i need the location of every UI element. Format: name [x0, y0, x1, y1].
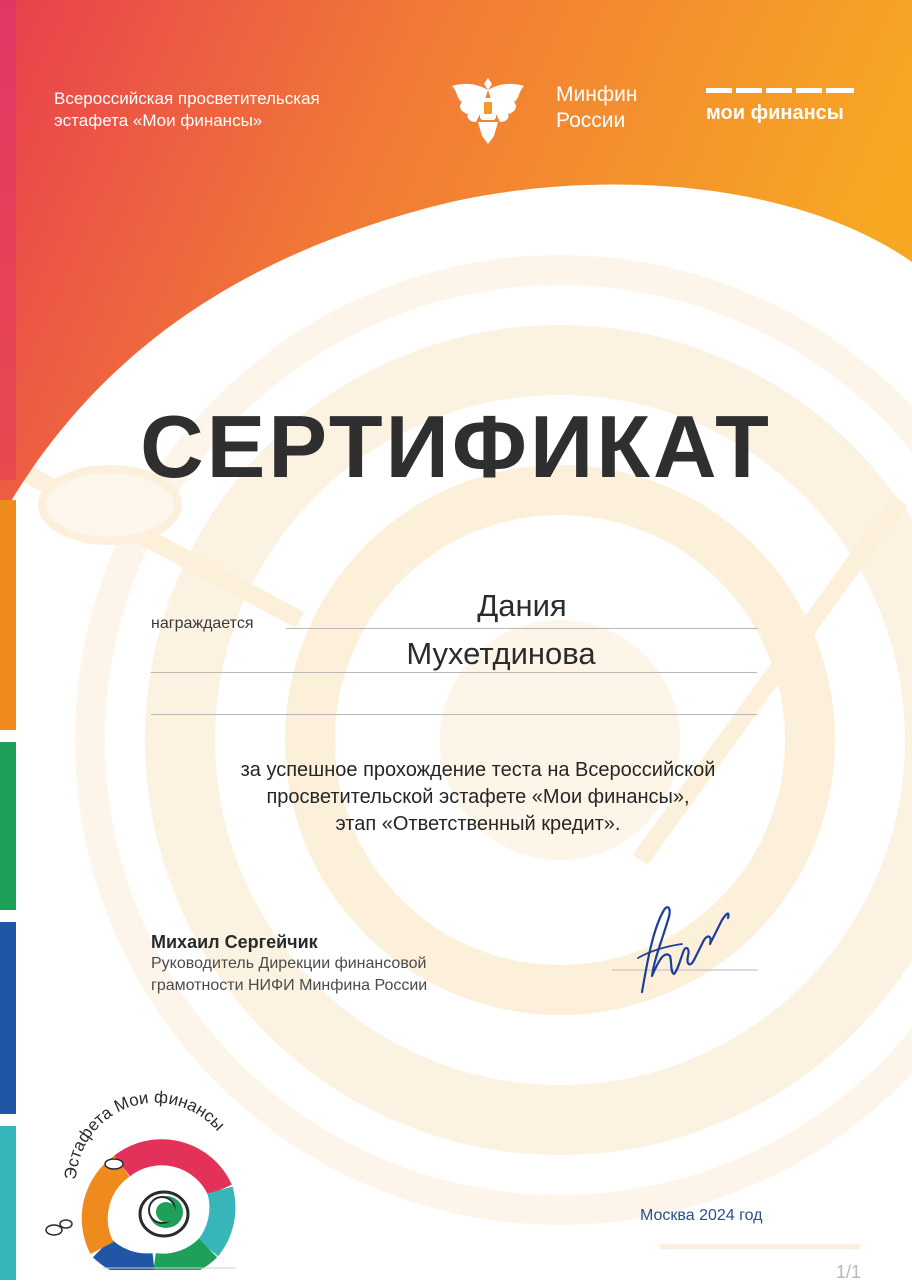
signer-role [151, 953, 427, 997]
relay-title-line1: Всероссийская просветительская [54, 89, 320, 108]
name-line-2 [151, 672, 757, 673]
ministry-name-line1: Минфин [556, 83, 638, 106]
relay-title-line2: эстафета «Мои финансы» [54, 111, 263, 130]
description-line1: за успешное прохождение теста на Всероссийской [240, 759, 716, 781]
certificate-title: СЕРТИФИКАТ [140, 397, 772, 496]
awarded-label: награждается [151, 615, 254, 632]
signer-name: Михаил Сергейчик [151, 932, 318, 952]
signer-block [151, 932, 427, 997]
name-line-3 [151, 714, 757, 715]
relay-logo [36, 1080, 260, 1270]
side-bar-blue [0, 922, 16, 1114]
signer-role-line1: Руководитель Дирекции финансовой [151, 955, 427, 972]
city-year: Москва 2024 год [640, 1207, 763, 1224]
recipient-first-name: Дания [477, 588, 567, 623]
side-bar-teal [0, 1126, 16, 1280]
signer-role-line2: грамотности НИФИ Минфина России [151, 977, 428, 994]
double-headed-eagle-emblem-icon [444, 64, 532, 152]
award-description [150, 757, 806, 838]
relay-title [54, 88, 320, 132]
handwritten-signature [612, 900, 762, 1000]
svg-text:Эстафета Мои финансы: Эстафета Мои финансы [60, 1087, 229, 1181]
footer-decor-line [660, 1244, 860, 1249]
name-line-1 [286, 628, 758, 629]
description-line3: этап «Ответственный кредит». [335, 813, 621, 835]
brand-logo-text: мои финансы [706, 102, 844, 124]
brand-dashes-icon [706, 88, 854, 94]
page-indicator: 1/1 [836, 1262, 862, 1282]
ministry-name-line2: России [556, 109, 626, 132]
description-line2: просветительской эстафете «Мои финансы», [266, 786, 690, 808]
recipient-last-name: Мухетдинова [406, 636, 596, 671]
side-bar-green [0, 742, 16, 910]
side-bar-orange [0, 500, 16, 730]
ministry-name [556, 82, 637, 134]
